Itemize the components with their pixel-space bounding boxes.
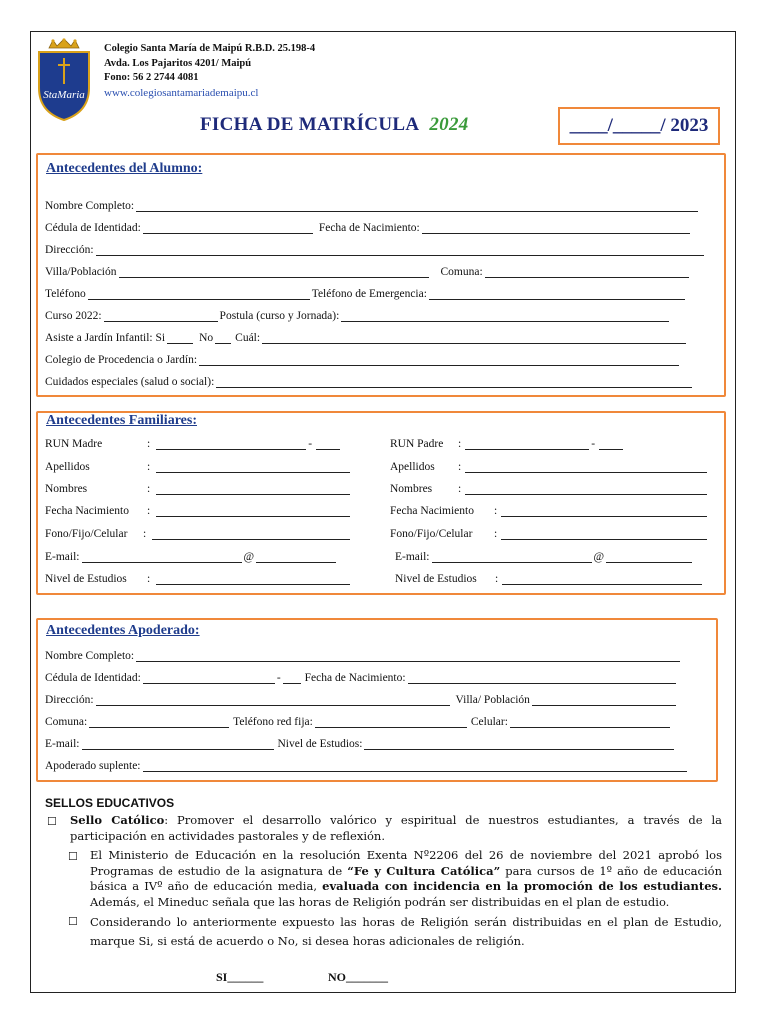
label: E-mail: (45, 551, 80, 563)
field-line[interactable] (262, 332, 686, 344)
label: Fecha de Nacimiento: (318, 222, 420, 234)
sellos-title: SELLOS EDUCATIVOS (45, 796, 175, 810)
school-crest-logo (35, 38, 93, 122)
checkbox-icon[interactable]: ☐ (68, 851, 78, 863)
label: Comuna: (45, 716, 88, 728)
apoderado-comuna-row[interactable] (45, 716, 672, 728)
apoderado-nombre-row[interactable] (45, 650, 682, 662)
section-familiares-title: Antecedentes Familiares: (46, 413, 197, 428)
padre-fono-row[interactable] (390, 528, 709, 540)
colon: : (494, 505, 498, 517)
field-line[interactable] (465, 483, 707, 495)
madre-run-row[interactable] (45, 438, 342, 450)
field-line[interactable] (96, 244, 704, 256)
field-line[interactable] (215, 332, 231, 344)
label: Nombre Completo: (45, 650, 135, 662)
apoderado-email-row[interactable] (45, 738, 676, 750)
field-line[interactable] (429, 288, 685, 300)
sellos-section (45, 796, 725, 813)
label: RUN Madre (45, 438, 103, 450)
school-name: Colegio Santa María de Maipú R.B.D. 25.198-4 (104, 43, 316, 54)
padre-run-row[interactable] (390, 438, 625, 450)
colon: : (495, 573, 499, 585)
checkbox-icon[interactable]: ☐ (68, 916, 78, 928)
colon: : (147, 461, 151, 473)
alumno-nombre-row[interactable] (45, 200, 700, 212)
padre-email-row[interactable] (395, 551, 694, 563)
label: Fecha de Nacimiento: (304, 672, 406, 684)
field-line[interactable] (82, 551, 242, 563)
field-line[interactable] (606, 551, 692, 563)
madre-fecha-row[interactable] (45, 505, 352, 517)
page-title (200, 114, 469, 136)
label: E-mail: (45, 738, 80, 750)
label: Comuna: (440, 266, 483, 278)
label: Nivel de Estudios: (277, 738, 363, 750)
field-line[interactable] (510, 716, 670, 728)
sello-catolico-desc: : Promover el desarrollo valórico y espiritual de nuestros estudiantes, a través de la participación en actividades pastorales y de reflexión. (70, 813, 723, 843)
label: Cédula de Identidad: (45, 672, 141, 684)
alumno-cedula-row[interactable] (45, 222, 692, 234)
madre-email-row[interactable] (45, 551, 338, 563)
padre-nivel-row[interactable] (395, 573, 704, 585)
field-line[interactable] (256, 551, 336, 563)
si-option[interactable]: SI______ (216, 970, 264, 984)
label: Curso 2022: (45, 310, 102, 322)
sello-catolico-label: Sello Católico (70, 813, 165, 827)
bold-text: “Fe y Cultura Católica” (347, 863, 501, 878)
colon: : (147, 505, 151, 517)
dash: - (591, 438, 596, 450)
section-alumno-title: Antecedentes del Alumno: (46, 161, 203, 176)
apoderado-suplente-row[interactable] (45, 760, 689, 772)
field-line[interactable] (465, 438, 589, 450)
school-address: Avda. Los Pajaritos 4201/ Maipú (104, 57, 252, 69)
field-line[interactable] (599, 438, 623, 450)
field-line[interactable] (156, 438, 306, 450)
field-line[interactable] (502, 573, 702, 585)
field-line[interactable] (119, 266, 429, 278)
ministerio-paragraph (90, 848, 722, 910)
madre-nivel-row[interactable] (45, 573, 352, 585)
field-line[interactable] (156, 505, 350, 517)
field-line[interactable] (216, 376, 692, 388)
svg-text:StaMaria: StaMaria (43, 89, 85, 101)
field-line[interactable] (156, 483, 350, 495)
text: El Ministerio de Educación en la resolución Exenta Nº2206 del 26 de noviembre del 2021 aprobó los Programas de estudio de la asignatura de (90, 848, 722, 878)
alumno-villa-row[interactable] (45, 266, 691, 278)
text: Además, el Mineduc señala que las horas de Religión podrán ser distribuidas en el plan de estudio. (90, 894, 670, 909)
date-field[interactable]: ____/_____/ 2023 (558, 107, 720, 145)
field-line[interactable] (143, 222, 313, 234)
label: Apellidos (45, 461, 90, 473)
label: Nombre Completo: (45, 200, 135, 212)
field-line[interactable] (143, 672, 275, 684)
padre-fecha-row[interactable] (390, 505, 709, 517)
field-line[interactable] (465, 461, 707, 473)
label: Dirección: (45, 244, 94, 256)
checkbox-icon[interactable]: ☐ (47, 816, 57, 828)
colon: : (147, 438, 151, 450)
field-line[interactable] (88, 288, 310, 300)
label: Dirección: (45, 694, 94, 706)
alumno-jardin-row[interactable] (45, 332, 688, 344)
colon: : (147, 483, 151, 495)
field-line[interactable] (532, 694, 676, 706)
label: Fono/Fijo/Celular (45, 528, 128, 540)
alumno-cuidados-row[interactable] (45, 376, 694, 388)
padre-nombres-row[interactable] (390, 483, 709, 495)
section-apoderado-title: Antecedentes Apoderado: (46, 623, 200, 638)
at-sign: @ (243, 551, 255, 563)
label: Postula (curso y Jornada): (219, 310, 340, 322)
field-line[interactable] (82, 738, 274, 750)
label: Celular: (470, 716, 508, 728)
label: Apoderado suplente: (45, 760, 141, 772)
at-sign: @ (593, 551, 605, 563)
colon: : (458, 461, 462, 473)
padre-apellidos-row[interactable] (390, 461, 709, 473)
label: No (199, 332, 214, 344)
title-year: 2024 (429, 114, 469, 135)
field-line[interactable] (341, 310, 669, 322)
sello-catolico-text (70, 813, 722, 844)
label: Apellidos (390, 461, 435, 473)
school-info (104, 42, 315, 100)
colon: : (143, 528, 147, 540)
school-phone: Fono: 56 2 2744 4081 (104, 72, 199, 83)
apoderado-cedula-row[interactable]: Cédula de Identidad: - Fecha de Nacimiento: (45, 672, 678, 684)
field-line[interactable] (199, 354, 679, 366)
label: Colegio de Procedencia o Jardín: (45, 354, 198, 366)
school-website-link[interactable]: www.colegiosantamariademaipu.cl (104, 86, 259, 99)
colon: : (494, 528, 498, 540)
madre-nombres-row[interactable] (45, 483, 352, 495)
label: Villa/ Población (455, 694, 530, 706)
label: Fecha Nacimiento (45, 505, 129, 517)
label: Nivel de Estudios (45, 573, 127, 585)
dash: - (308, 438, 313, 450)
field-line[interactable] (432, 551, 592, 563)
no-option[interactable]: NO_______ (328, 970, 388, 984)
label: Teléfono red fija: (233, 716, 313, 728)
label: Nombres (390, 483, 433, 495)
title-text: FICHA DE MATRÍCULA (200, 114, 420, 135)
apoderado-direccion-row[interactable] (45, 694, 678, 706)
label: E-mail: (395, 551, 430, 563)
field-line[interactable] (156, 461, 350, 473)
label: Cuál: (235, 332, 261, 344)
label: Teléfono de Emergencia: (311, 288, 427, 300)
field-line[interactable] (485, 266, 689, 278)
label: Villa/Población (45, 266, 117, 278)
label: Asiste a Jardín Infantil: Si (45, 332, 166, 344)
label: Fono/Fijo/Celular (390, 528, 473, 540)
madre-fono-row[interactable] (45, 528, 352, 540)
label: Cédula de Identidad: (45, 222, 141, 234)
field-line[interactable] (96, 694, 450, 706)
field-line[interactable] (104, 310, 218, 322)
alumno-telefono-row[interactable] (45, 288, 687, 300)
label: Nombres (45, 483, 88, 495)
alumno-curso-row[interactable] (45, 310, 671, 322)
label: RUN Padre (390, 438, 444, 450)
field-line[interactable] (501, 505, 707, 517)
text: para cursos de 1º año de educación básica a IVº año de educación media, (90, 863, 722, 893)
label: Fecha Nacimiento (390, 505, 474, 517)
label: Cuidados especiales (salud o social): (45, 376, 215, 388)
alumno-direccion-row[interactable] (45, 244, 706, 256)
colon: : (458, 438, 462, 450)
label: Teléfono (45, 288, 86, 300)
field-line[interactable] (89, 716, 229, 728)
field-line[interactable] (156, 573, 350, 585)
alumno-colegio-row[interactable] (45, 354, 681, 366)
colon: : (458, 483, 462, 495)
field-line[interactable] (364, 738, 674, 750)
field-line[interactable] (422, 222, 690, 234)
field-line[interactable] (152, 528, 350, 540)
colon: : (147, 573, 151, 585)
field-line[interactable] (283, 672, 301, 684)
field-line[interactable] (136, 650, 680, 662)
field-line[interactable] (316, 438, 340, 450)
field-line[interactable] (315, 716, 467, 728)
field-line[interactable] (136, 200, 698, 212)
label: Nivel de Estudios (395, 573, 477, 585)
field-line[interactable] (167, 332, 193, 344)
bold-text: evaluada con incidencia en la promoción de los estudiantes. (322, 879, 722, 893)
field-line[interactable] (408, 672, 676, 684)
madre-apellidos-row[interactable] (45, 461, 352, 473)
field-line[interactable] (143, 760, 687, 772)
religion-paragraph: Considerando lo anteriormente expuesto las horas de Religión serán distribuidas en el plan de Estudio, marque Si, si está de acuerdo o No, si desea horas adicionales de religión. (90, 915, 722, 948)
field-line[interactable] (501, 528, 707, 540)
